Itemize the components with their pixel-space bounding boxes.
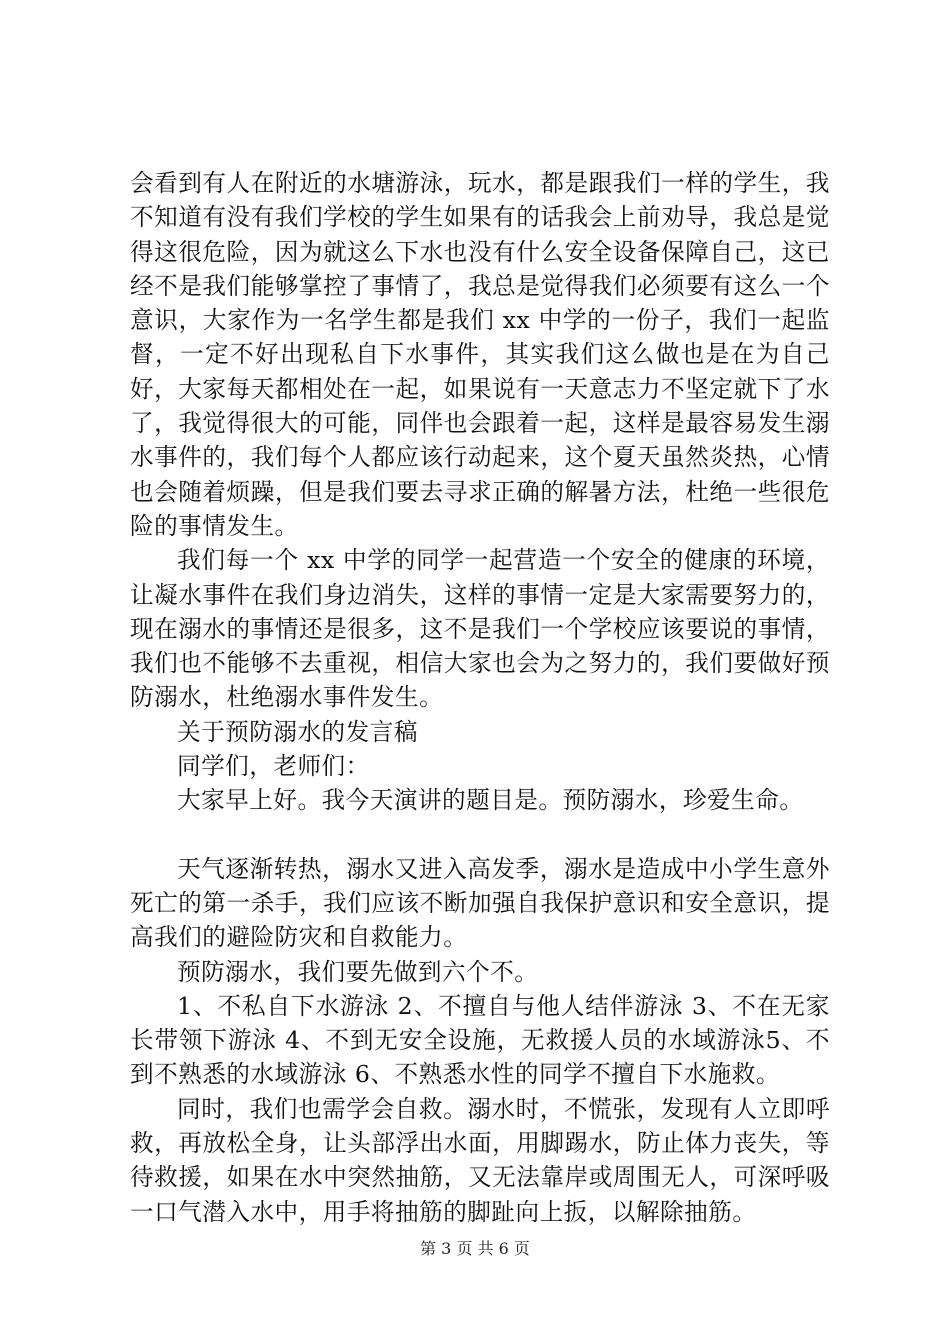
paragraph: 同时，我们也需学会自救。溺水时，不慌张，发现有人立即呼救，再放松全身，让头部浮出水面，用脚踢水，防止体力丧失，等待救援，如果在水中突然抽筋，又无法靠岸或周围无人，可深呼吸一口气潜入水中，用手将抽筋的脚趾向上扳，以解除抽筋。 <box>130 1094 830 1226</box>
paragraph: 预防溺水，我们要先做到六个不。 <box>177 957 539 986</box>
paragraph: 我们每一个 xx 中学的同学一起营造一个安全的健康的环境，让凝水事件在我们身边消失，这样的事情一定是大家需要努力的，现在溺水的事情还是很多，这不是我们一个学校应该要说的事情，我们也不能够不去重视，相信大家也会为之努力的，我们要做好预防溺水，杜绝溺水事件发生。 <box>130 546 830 712</box>
document-body <box>130 166 830 1229</box>
salutation: 同学们，老师们： <box>177 752 370 781</box>
paragraph: 天气逐渐转热，溺水又进入高发季，溺水是造成中小学生意外死亡的第一杀手，我们应该不断加强自我保护意识和安全意识，提高我们的避险防灾和自救能力。 <box>130 854 830 952</box>
rules-list-paragraph: 1、不私自下水游泳 2、不擅自与他人结伴游泳 3、不在无家长带领下游泳 4、不到无安全设施，无救援人员的水域游泳5、不到不熟悉的水域游泳 6、不熟悉水性的同学不擅自下水施救。 <box>130 991 830 1089</box>
page-number-footer: 第 3 页 共 6 页 <box>420 1239 530 1258</box>
blank-line <box>130 818 830 852</box>
paragraph-continued: 会看到有人在附近的水塘游泳，玩水，都是跟我们一样的学生，我不知道有没有我们学校的学生如果有的话我会上前劝导，我总是觉得这很危险，因为就这么下水也没有什么安全设备保障自己，这已经不是我们能够掌控了事情了，我总是觉得我们必须要有这么一个意识，大家作为一名学生都是我们 xx 中学的一份子，我们一起监督，一定不好出现私自下水事件，其实我们这么做也是在为自己好，大家每天都相处在一起，如果说有一天意志力不坚定就下了水了，我觉得很大的可能，同伴也会跟着一起，这样是最容易发生溺水事件的，我们每个人都应该行动起来，这个夏天虽然炎热，心情也会随着烦躁，但是我们要去寻求正确的解暑方法，杜绝一些很危险的事情发生。 <box>130 169 830 540</box>
greeting: 大家早上好。我今天演讲的题目是。预防溺水，珍爱生命。 <box>177 786 804 815</box>
speech-title: 关于预防溺水的发言稿 <box>177 717 418 746</box>
